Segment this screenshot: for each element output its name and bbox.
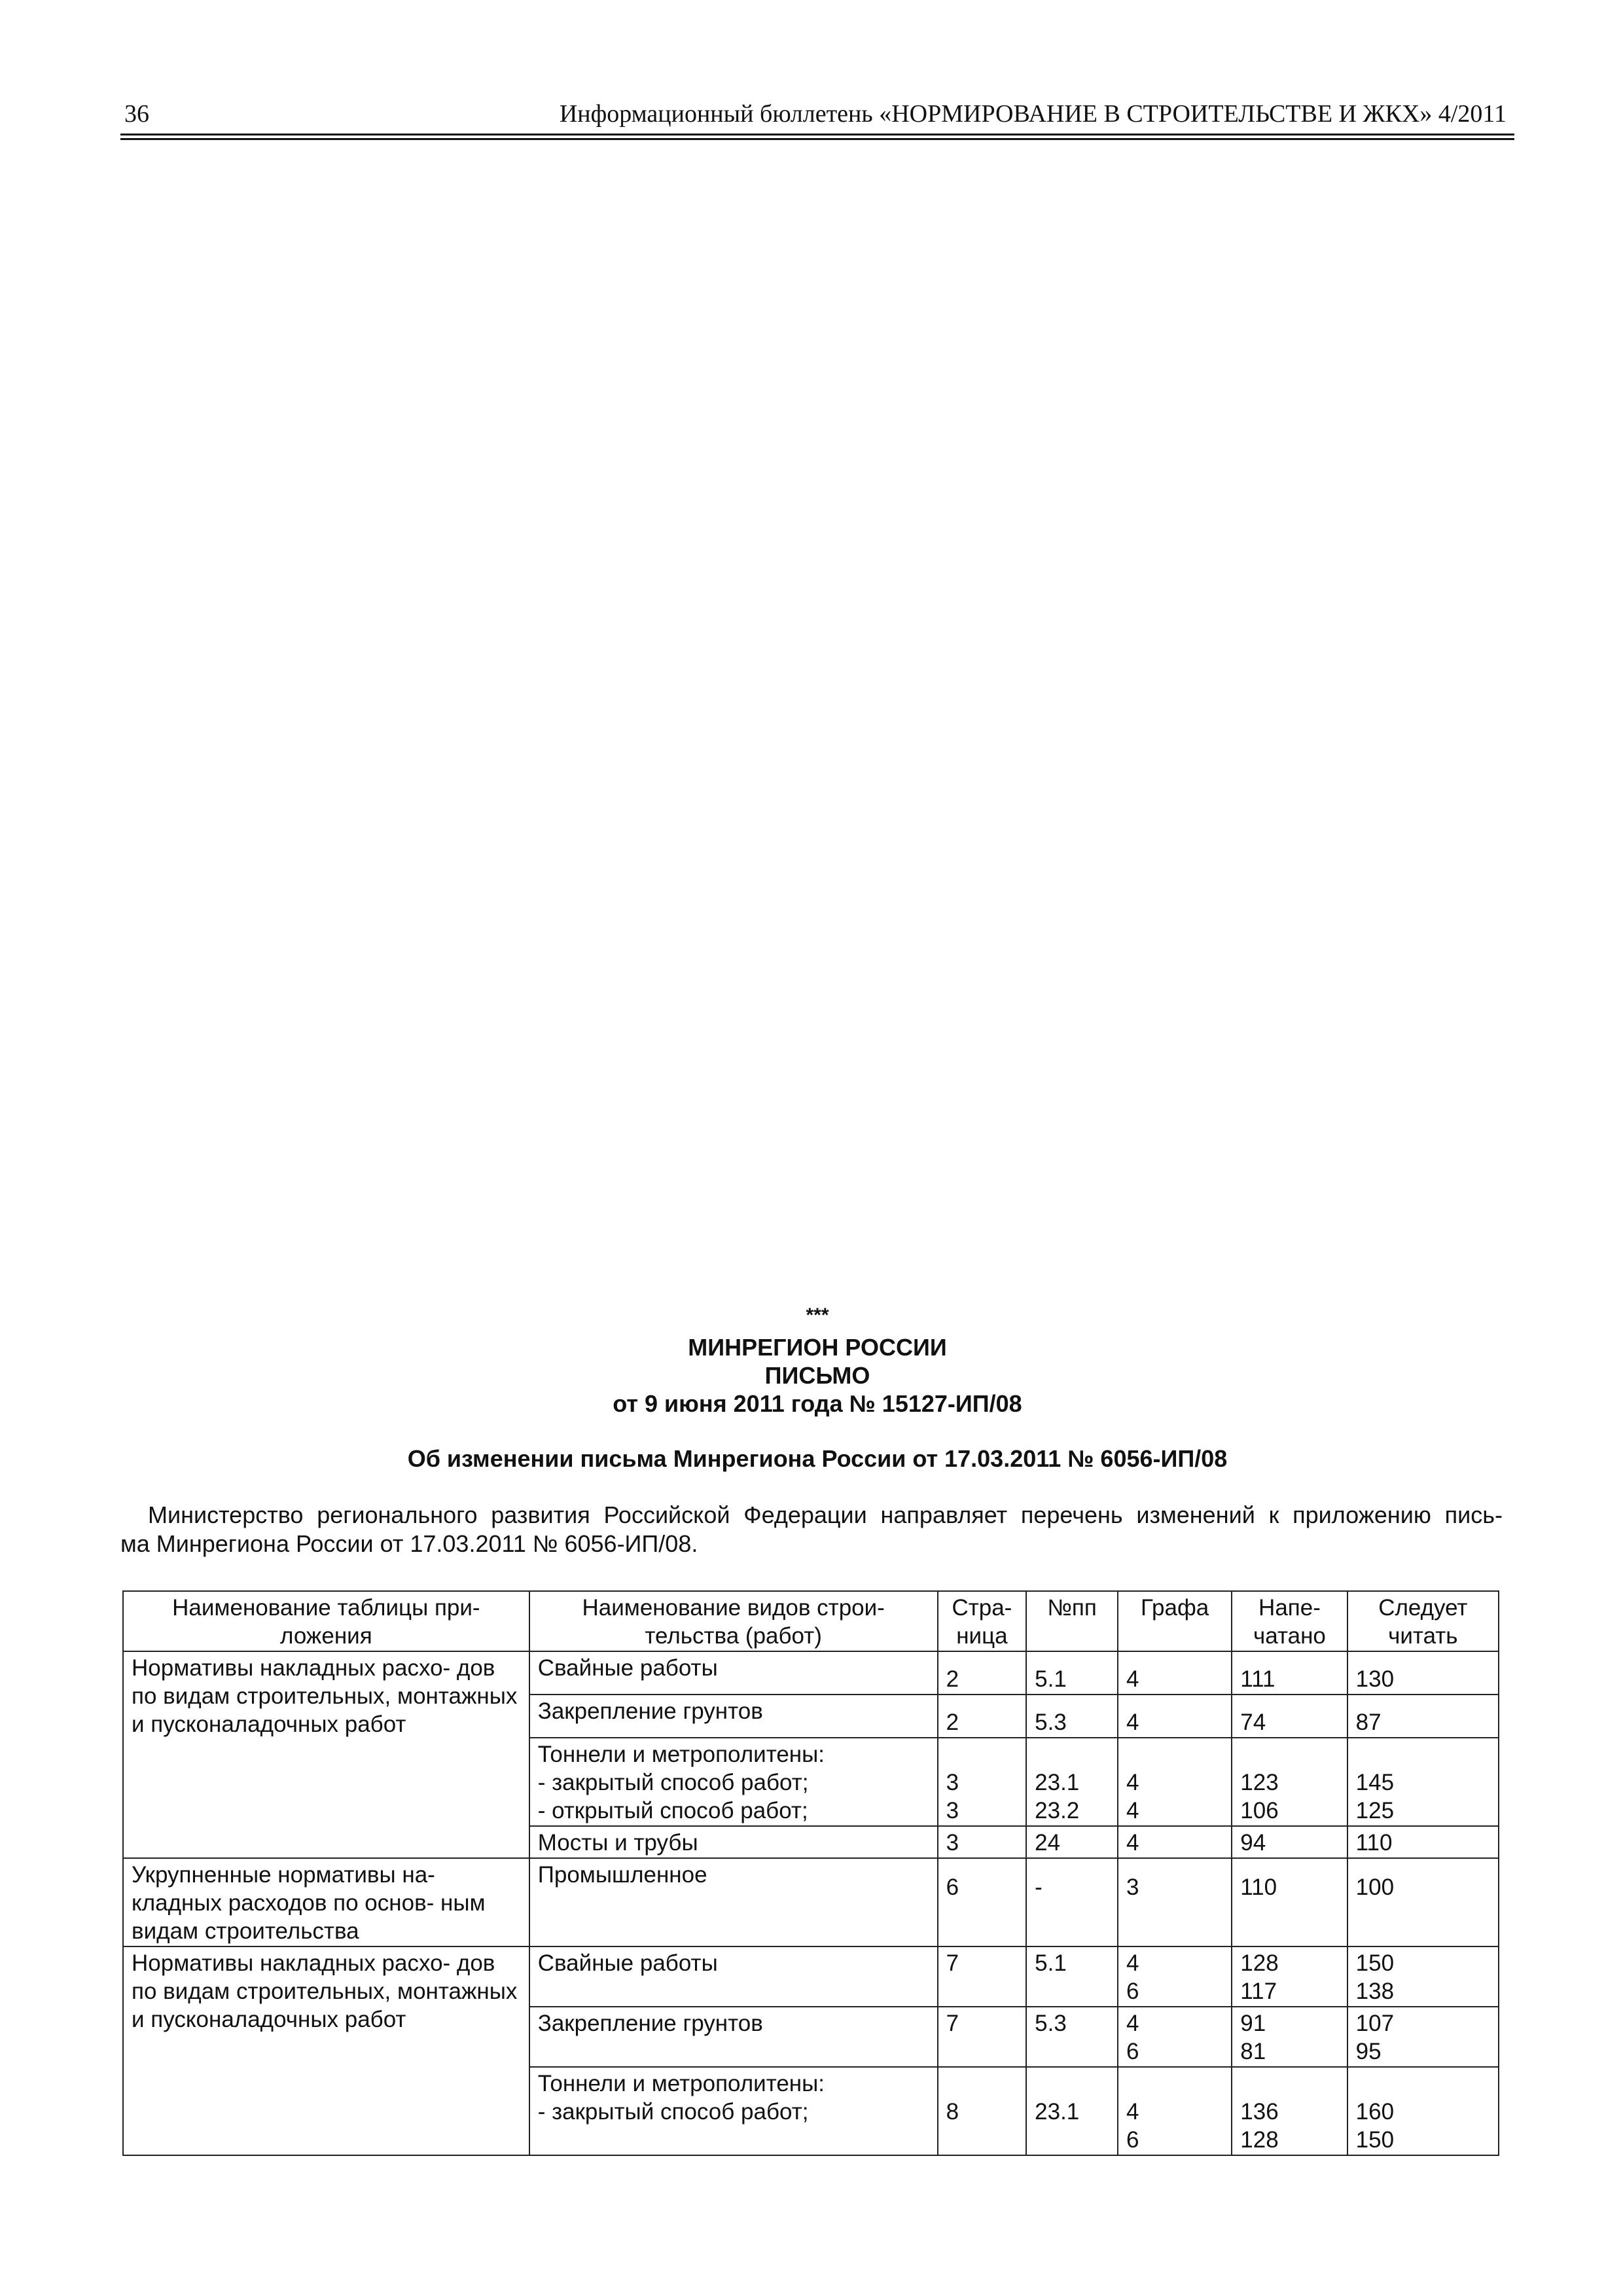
item-cell — [1026, 2067, 1118, 2155]
header-printed: Напе- чатано — [1232, 1591, 1347, 1651]
printed-cell — [1232, 1738, 1347, 1826]
should-read-cell — [1347, 1946, 1499, 2007]
document-heading — [120, 1306, 1514, 1418]
work-cell: Мосты и трубы — [529, 1826, 938, 1858]
should-read-value: 107 — [1355, 2011, 1395, 2036]
printed-cell: 74 — [1232, 1695, 1347, 1738]
printed-value: 123 — [1240, 1770, 1279, 1795]
changes-table — [122, 1590, 1499, 2156]
should-read-value: 125 — [1355, 1798, 1395, 1823]
page-cell: 2 — [938, 1651, 1027, 1695]
page-value: 8 — [946, 2099, 959, 2125]
column-cell — [1118, 1946, 1232, 2007]
should-read-value: 150 — [1355, 2127, 1395, 2153]
header-page: Стра- ница — [938, 1591, 1027, 1651]
printed-cell: 110 — [1232, 1858, 1347, 1946]
printed-value: 106 — [1240, 1798, 1279, 1823]
header-rule — [120, 134, 1514, 135]
page-cell: 2 — [938, 1695, 1027, 1738]
table-name-cell: Нормативы накладных расхо- дов по видам строительных, монтажных и пусконаладочных работ — [123, 1651, 529, 1858]
table-header-row — [123, 1591, 1499, 1651]
item-value: 23.1 — [1035, 1770, 1080, 1795]
item-cell — [1026, 1738, 1118, 1826]
header-column: Графа — [1118, 1591, 1232, 1651]
printed-cell: 94 — [1232, 1826, 1347, 1858]
printed-value: 136 — [1240, 2099, 1279, 2125]
page-value: 3 — [946, 1770, 959, 1795]
work-cell: Промышленное — [529, 1858, 938, 1946]
work-cell: Закрепление грунтов — [529, 2007, 938, 2067]
document-type: ПИСЬМО — [764, 1362, 870, 1389]
work-cell: Закрепление грунтов — [529, 1695, 938, 1738]
item-value: 23.1 — [1035, 2099, 1080, 2125]
should-read-value: 95 — [1355, 2039, 1382, 2064]
column-cell: 4 — [1118, 1651, 1232, 1695]
work-title: Тоннели и метрополитены: — [537, 1742, 825, 1767]
table-row — [123, 1651, 1499, 1695]
printed-cell — [1232, 2067, 1347, 2155]
header-item-no: №пп — [1026, 1591, 1118, 1651]
authority: МИНРЕГИОН РОССИИ — [688, 1334, 947, 1361]
body-line: ма Минрегиона России от 17.03.2011 № 6056-ИП/08. — [120, 1530, 698, 1557]
header-rule — [120, 138, 1514, 140]
printed-cell: 111 — [1232, 1651, 1347, 1695]
table-name-cell: Укрупненные нормативы на- кладных расходов по основ- ным видам строительства — [123, 1858, 529, 1946]
column-cell — [1118, 2067, 1232, 2155]
body-paragraph — [120, 1501, 1503, 1558]
item-cell: 24 — [1026, 1826, 1118, 1858]
should-read-cell — [1347, 1738, 1499, 1826]
item-cell: 5.3 — [1026, 1695, 1118, 1738]
page-cell: 7 — [938, 2007, 1027, 2067]
header-should-read: Следует читать — [1347, 1591, 1499, 1651]
column-value: 6 — [1126, 2127, 1139, 2153]
page-number: 36 — [124, 100, 149, 128]
item-cell: 5.1 — [1026, 1651, 1118, 1695]
column-cell: 4 — [1118, 1826, 1232, 1858]
header-table-name: Наименование таблицы при- ложения — [123, 1591, 529, 1651]
page-cell: 6 — [938, 1858, 1027, 1946]
work-cell — [529, 1738, 938, 1826]
column-cell — [1118, 2007, 1232, 2067]
should-read-value: 150 — [1355, 1950, 1395, 1976]
should-read-value: 160 — [1355, 2099, 1395, 2125]
item-cell: 5.1 — [1026, 1946, 1118, 2007]
printed-value: 81 — [1240, 2039, 1266, 2064]
table-row — [123, 1946, 1499, 2007]
column-value: 6 — [1126, 1979, 1139, 2004]
column-value: 4 — [1126, 1798, 1139, 1823]
should-read-value: 145 — [1355, 1770, 1395, 1795]
column-value: 4 — [1126, 2099, 1139, 2125]
work-cell — [529, 2067, 938, 2155]
running-header — [120, 98, 1514, 134]
work-subitem: - закрытый способ работ; — [537, 2099, 809, 2125]
page-cell — [938, 1738, 1027, 1826]
column-value: 6 — [1126, 2039, 1139, 2064]
bulletin-title: Информационный бюллетень «НОРМИРОВАНИЕ В СТРОИТЕЛЬСТВЕ И ЖКХ» 4/2011 — [559, 100, 1507, 128]
page-cell: 7 — [938, 1946, 1027, 2007]
work-title: Тоннели и метрополитены: — [537, 2071, 825, 2096]
table-row — [123, 1858, 1499, 1946]
page-cell: 3 — [938, 1826, 1027, 1858]
should-read-cell: 87 — [1347, 1695, 1499, 1738]
printed-value: 117 — [1240, 1979, 1277, 2004]
body-line: Министерство регионального развития Российской Федерации направляет перечень изменений к приложению пись- — [148, 1501, 1503, 1528]
table-name-cell: Нормативы накладных расхо- дов по видам строительных, монтажных и пусконаладочных работ — [123, 1946, 529, 2155]
printed-value: 128 — [1240, 2127, 1279, 2153]
page-value: 3 — [946, 1798, 959, 1823]
printed-cell — [1232, 1946, 1347, 2007]
column-value: 4 — [1126, 1770, 1139, 1795]
work-cell: Свайные работы — [529, 1651, 938, 1695]
separator: *** — [806, 1304, 829, 1326]
column-value: 4 — [1126, 2011, 1139, 2036]
column-value: 4 — [1126, 1950, 1139, 1976]
column-cell: 4 — [1118, 1695, 1232, 1738]
should-read-cell — [1347, 2007, 1499, 2067]
item-cell: - — [1026, 1858, 1118, 1946]
should-read-value: 138 — [1355, 1979, 1395, 2004]
document-subject: Об изменении письма Минрегиона России от 17.03.2011 № 6056-ИП/08 — [407, 1445, 1228, 1472]
should-read-cell — [1347, 2067, 1499, 2155]
page-cell — [938, 2067, 1027, 2155]
work-subitem: - открытый способ работ; — [537, 1798, 808, 1823]
printed-value: 128 — [1240, 1950, 1279, 1976]
document-date-number: от 9 июня 2011 года № 15127-ИП/08 — [613, 1390, 1022, 1417]
header-work-type: Наименование видов строи- тельства (работ) — [529, 1591, 938, 1651]
printed-value: 91 — [1240, 2011, 1266, 2036]
work-subitem: - закрытый способ работ; — [537, 1770, 809, 1795]
should-read-cell: 110 — [1347, 1826, 1499, 1858]
item-cell: 5.3 — [1026, 2007, 1118, 2067]
printed-cell — [1232, 2007, 1347, 2067]
should-read-cell: 130 — [1347, 1651, 1499, 1695]
column-cell: 3 — [1118, 1858, 1232, 1946]
column-cell — [1118, 1738, 1232, 1826]
work-cell: Свайные работы — [529, 1946, 938, 2007]
should-read-cell: 100 — [1347, 1858, 1499, 1946]
item-value: 23.2 — [1035, 1798, 1080, 1823]
